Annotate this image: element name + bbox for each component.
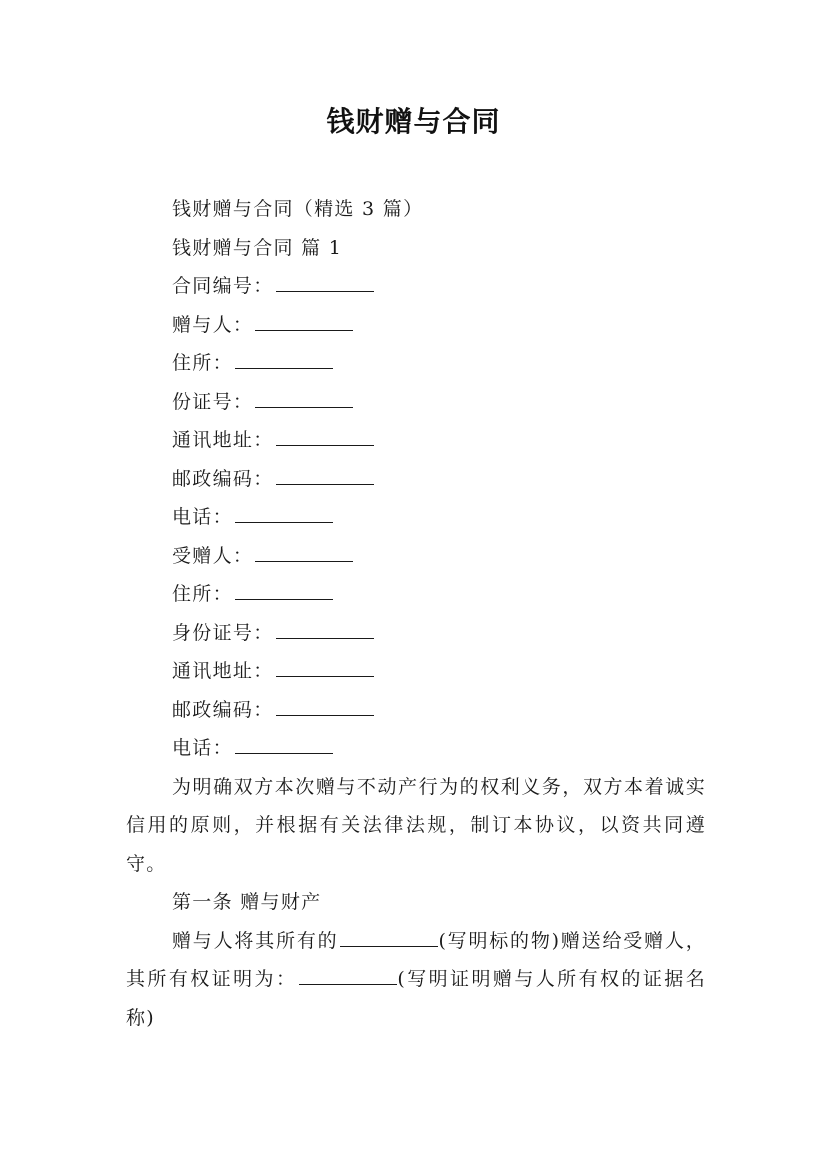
- field-label: 电话：: [172, 737, 233, 759]
- field-label: 赠与人：: [172, 313, 254, 336]
- blank-line: [255, 312, 353, 331]
- document-subtitle: 钱财赠与合同（精选 3 篇）: [172, 198, 424, 220]
- field-donee-phone: [126, 729, 706, 768]
- blank-line: [276, 273, 374, 292]
- field-contract-number: [126, 267, 706, 306]
- field-label: 份证号：: [172, 390, 254, 413]
- blank-line: [276, 620, 374, 639]
- article-1-text-part: 赠与人将其所有的: [172, 929, 339, 952]
- field-donor-mailing-address: [126, 421, 706, 460]
- blank-line: [276, 427, 374, 446]
- field-label: 受赠人：: [172, 544, 254, 567]
- document-body: [126, 190, 706, 1037]
- blank-line: [276, 466, 374, 485]
- field-label: 住所：: [172, 583, 233, 605]
- field-label: 合同编号：: [172, 275, 274, 297]
- field-label: 邮政编码：: [172, 467, 274, 490]
- field-donor: [126, 306, 706, 345]
- field-label: 通讯地址：: [172, 660, 274, 682]
- article-1-paragraph: [126, 922, 706, 1038]
- blank-line: [340, 928, 438, 947]
- field-donor-id: [126, 383, 706, 422]
- section-heading: 钱财赠与合同 篇 1: [172, 236, 343, 259]
- intro-paragraph: 为明确双方本次赠与不动产行为的权利义务，双方本着诚实信用的原则，并根据有关法律法规，制订本协议，以资共同遵守。: [126, 775, 706, 875]
- field-label: 身份证号：: [172, 621, 274, 644]
- blank-line: [235, 581, 333, 600]
- field-label: 通讯地址：: [172, 429, 274, 451]
- blank-line: [235, 504, 333, 523]
- field-donee: [126, 537, 706, 576]
- field-donor-postcode: [126, 460, 706, 499]
- field-donee-address: [126, 575, 706, 614]
- field-label: 邮政编码：: [172, 698, 274, 721]
- blank-line: [276, 658, 374, 677]
- field-donee-postcode: [126, 691, 706, 730]
- blank-line: [276, 697, 374, 716]
- blank-line: [299, 966, 397, 985]
- article-1-text-part: (写明证明赠与人所有权的证据名称): [126, 968, 706, 1029]
- field-label: 电话：: [172, 506, 233, 528]
- blank-line: [235, 735, 333, 754]
- blank-line: [255, 543, 353, 562]
- blank-line: [255, 389, 353, 408]
- field-donor-address: [126, 344, 706, 383]
- article-1-heading: 第一条 赠与财产: [172, 891, 322, 913]
- blank-line: [235, 350, 333, 369]
- article-1-text-part: (写明标的物)赠送给受赠人，其所有权证明为：: [126, 929, 707, 990]
- field-donee-mailing-address: [126, 652, 706, 691]
- document-title: 钱财赠与合同: [326, 105, 501, 138]
- field-donee-id: [126, 614, 706, 653]
- field-label: 住所：: [172, 352, 233, 374]
- field-donor-phone: [126, 498, 706, 537]
